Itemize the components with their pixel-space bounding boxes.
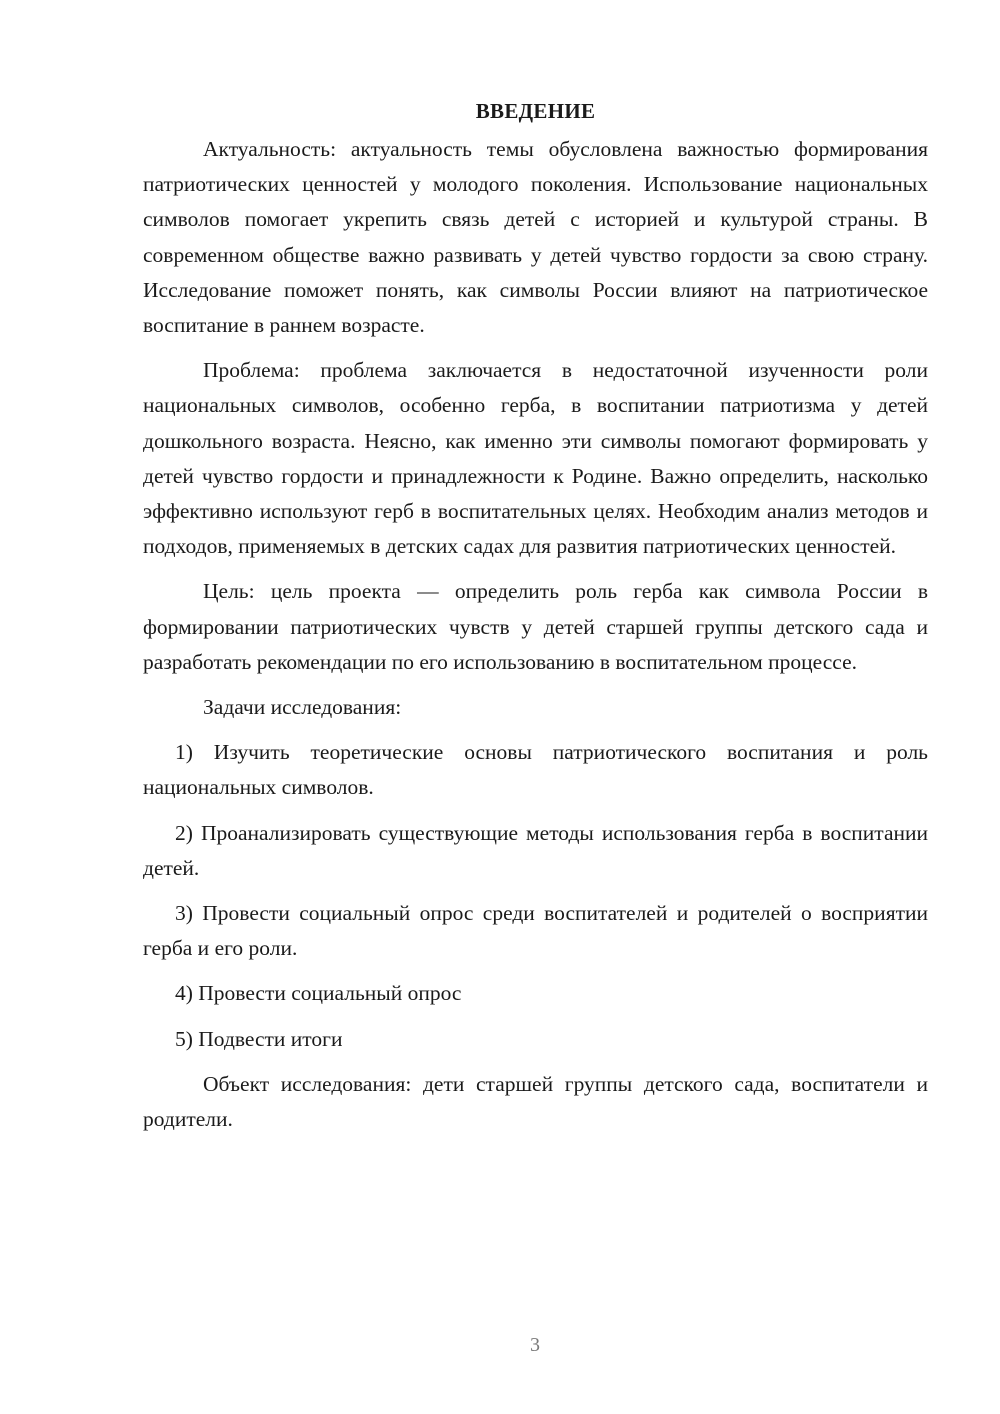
task-item-1: 1) Изучить теоретические основы патриотического воспитания и роль национальных символов. xyxy=(143,740,928,800)
tasks-heading: Задачи исследования: xyxy=(203,695,402,720)
goal-paragraph: Цель: цель проекта — определить роль герба как символа России в формировании патриотических чувств у детей старшей группы детского сада и разработать рекомендации по его использованию в воспитательном процессе. xyxy=(143,579,928,674)
task-item-3: 3) Провести социальный опрос среди воспитателей и родителей о восприятии герба и его роли. xyxy=(143,901,928,961)
task-item-5: 5) Подвести итоги xyxy=(175,1026,343,1051)
task-item-4: 4) Провести социальный опрос xyxy=(175,981,462,1006)
task-item-2: 2) Проанализировать существующие методы использования герба в воспитании детей. xyxy=(143,820,928,880)
page-content xyxy=(143,96,928,1147)
section-heading: ВВЕДЕНИЕ xyxy=(475,99,596,123)
page-number: 3 xyxy=(530,1334,540,1356)
relevance-paragraph: Актуальность: актуальность темы обусловлена важностью формирования патриотических ценностей у молодого поколения. Использование национальных символов помогает укрепить связь детей с историей и культурой страны. В современном обществе важно развивать у детей чувство гордости за свою страну. Исследование поможет понять, как символы России влияют на патриотическое воспитание в раннем возрасте. xyxy=(143,137,928,338)
problem-paragraph: Проблема: проблема заключается в недостаточной изученности роли национальных символов, особенно герба, в воспитании патриотизма у детей дошкольного возраста. Неясно, как именно эти символы помогают формировать у детей чувство гордости и принадлежности к Родине. Важно определить, насколько эффективно используют герб в воспитательных целях. Необходим анализ методов и подходов, применяемых в детских садах для развития патриотических ценностей. xyxy=(143,358,928,559)
object-paragraph: Объект исследования: дети старшей группы детского сада, воспитатели и родители. xyxy=(143,1071,928,1132)
